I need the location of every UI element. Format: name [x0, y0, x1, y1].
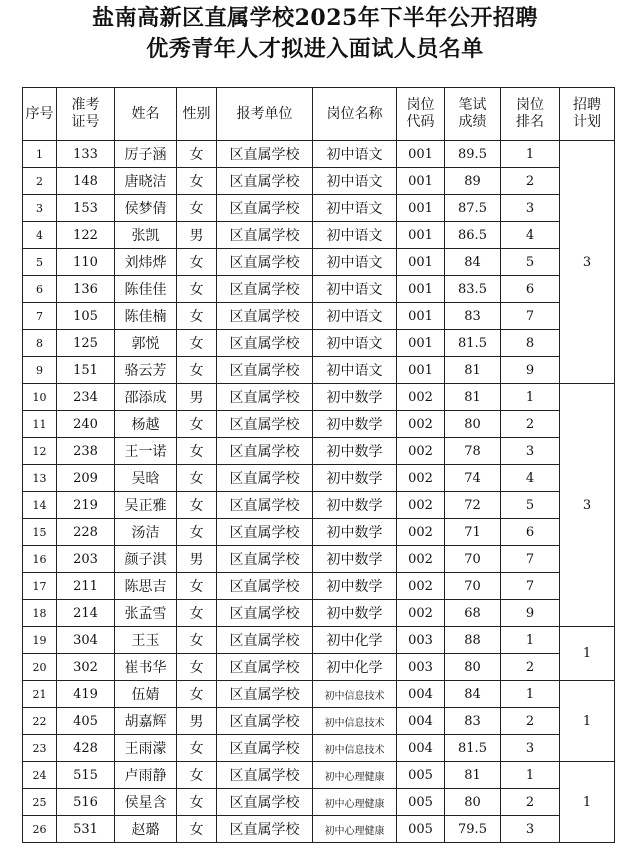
seq-cell: 20: [23, 654, 57, 681]
post-code-cell: 002: [397, 411, 445, 438]
post-code-cell: 001: [397, 249, 445, 276]
name-cell: 张凯: [115, 222, 177, 249]
name-cell: 厉子涵: [115, 141, 177, 168]
unit-cell: 区直属学校: [217, 168, 313, 195]
post-code-cell: 002: [397, 465, 445, 492]
table-row: [23, 330, 615, 357]
score-cell: 70: [445, 573, 501, 600]
name-cell: 吴正雅: [115, 492, 177, 519]
unit-cell: 区直属学校: [217, 600, 313, 627]
gender-cell: 女: [177, 168, 217, 195]
header-score: 笔试 成绩: [445, 88, 501, 141]
post-name-cell: 初中数学: [313, 492, 397, 519]
gender-cell: 女: [177, 357, 217, 384]
gender-cell: 女: [177, 141, 217, 168]
post-name-cell: 初中心理健康: [313, 789, 397, 816]
post-name-cell: 初中数学: [313, 411, 397, 438]
ticket-cell: 148: [57, 168, 115, 195]
post-name-cell: 初中化学: [313, 654, 397, 681]
table-row: [23, 195, 615, 222]
post-name-cell: 初中语文: [313, 195, 397, 222]
rank-cell: 8: [501, 330, 560, 357]
header-seq: 序号: [23, 88, 57, 141]
seq-cell: 15: [23, 519, 57, 546]
post-name-cell: 初中数学: [313, 438, 397, 465]
name-cell: 陈佳佳: [115, 276, 177, 303]
unit-cell: 区直属学校: [217, 222, 313, 249]
name-cell: 刘炜烨: [115, 249, 177, 276]
gender-cell: 女: [177, 627, 217, 654]
unit-cell: 区直属学校: [217, 492, 313, 519]
seq-cell: 19: [23, 627, 57, 654]
name-cell: 吴晗: [115, 465, 177, 492]
post-name-cell: 初中语文: [313, 357, 397, 384]
gender-cell: 女: [177, 330, 217, 357]
post-code-cell: 001: [397, 276, 445, 303]
name-cell: 王雨濛: [115, 735, 177, 762]
name-cell: 陈佳楠: [115, 303, 177, 330]
gender-cell: 男: [177, 708, 217, 735]
score-cell: 81: [445, 357, 501, 384]
table-row: [23, 303, 615, 330]
title-line-1: 盐南高新区直属学校2025年下半年公开招聘: [92, 5, 538, 31]
post-code-cell: 005: [397, 762, 445, 789]
post-name-cell: 初中信息技术: [313, 735, 397, 762]
seq-cell: 7: [23, 303, 57, 330]
ticket-cell: 515: [57, 762, 115, 789]
score-cell: 80: [445, 411, 501, 438]
post-name-cell: 初中数学: [313, 384, 397, 411]
rank-cell: 2: [501, 708, 560, 735]
rank-cell: 4: [501, 222, 560, 249]
plan-cell: 3: [560, 384, 615, 627]
gender-cell: 女: [177, 654, 217, 681]
ticket-cell: 125: [57, 330, 115, 357]
table-row: [23, 816, 615, 843]
score-cell: 81.5: [445, 735, 501, 762]
post-code-cell: 002: [397, 492, 445, 519]
table-row: [23, 573, 615, 600]
seq-cell: 21: [23, 681, 57, 708]
unit-cell: 区直属学校: [217, 573, 313, 600]
gender-cell: 女: [177, 249, 217, 276]
gender-cell: 女: [177, 411, 217, 438]
post-name-cell: 初中信息技术: [313, 708, 397, 735]
gender-cell: 女: [177, 276, 217, 303]
score-cell: 71: [445, 519, 501, 546]
ticket-cell: 405: [57, 708, 115, 735]
table-row: [23, 168, 615, 195]
score-cell: 80: [445, 654, 501, 681]
gender-cell: 女: [177, 492, 217, 519]
ticket-cell: 228: [57, 519, 115, 546]
seq-cell: 12: [23, 438, 57, 465]
table-row: [23, 762, 615, 789]
post-code-cell: 002: [397, 600, 445, 627]
rank-cell: 2: [501, 168, 560, 195]
post-code-cell: 002: [397, 519, 445, 546]
score-cell: 86.5: [445, 222, 501, 249]
gender-cell: 女: [177, 465, 217, 492]
score-cell: 78: [445, 438, 501, 465]
name-cell: 颜子淇: [115, 546, 177, 573]
score-cell: 88: [445, 627, 501, 654]
rank-cell: 4: [501, 465, 560, 492]
rank-cell: 2: [501, 654, 560, 681]
ticket-cell: 133: [57, 141, 115, 168]
score-cell: 83: [445, 303, 501, 330]
seq-cell: 18: [23, 600, 57, 627]
seq-cell: 11: [23, 411, 57, 438]
post-code-cell: 004: [397, 681, 445, 708]
seq-cell: 1: [23, 141, 57, 168]
post-code-cell: 001: [397, 357, 445, 384]
score-cell: 81: [445, 384, 501, 411]
post-code-cell: 001: [397, 330, 445, 357]
rank-cell: 9: [501, 357, 560, 384]
name-cell: 王一诺: [115, 438, 177, 465]
unit-cell: 区直属学校: [217, 708, 313, 735]
ticket-cell: 219: [57, 492, 115, 519]
unit-cell: 区直属学校: [217, 411, 313, 438]
ticket-cell: 151: [57, 357, 115, 384]
name-cell: 杨越: [115, 411, 177, 438]
gender-cell: 女: [177, 762, 217, 789]
seq-cell: 26: [23, 816, 57, 843]
unit-cell: 区直属学校: [217, 249, 313, 276]
rank-cell: 2: [501, 411, 560, 438]
ticket-cell: 531: [57, 816, 115, 843]
post-name-cell: 初中化学: [313, 627, 397, 654]
name-cell: 侯梦倩: [115, 195, 177, 222]
post-name-cell: 初中信息技术: [313, 681, 397, 708]
ticket-cell: 153: [57, 195, 115, 222]
table-row: [23, 681, 615, 708]
name-cell: 王玉: [115, 627, 177, 654]
post-name-cell: 初中心理健康: [313, 816, 397, 843]
ticket-cell: 209: [57, 465, 115, 492]
seq-cell: 13: [23, 465, 57, 492]
gender-cell: 女: [177, 735, 217, 762]
post-code-cell: 001: [397, 303, 445, 330]
rank-cell: 3: [501, 438, 560, 465]
name-cell: 侯星含: [115, 789, 177, 816]
seq-cell: 16: [23, 546, 57, 573]
post-name-cell: 初中语文: [313, 168, 397, 195]
post-code-cell: 002: [397, 546, 445, 573]
post-code-cell: 001: [397, 168, 445, 195]
ticket-cell: 419: [57, 681, 115, 708]
post-name-cell: 初中数学: [313, 465, 397, 492]
score-cell: 89: [445, 168, 501, 195]
post-code-cell: 002: [397, 384, 445, 411]
score-cell: 74: [445, 465, 501, 492]
unit-cell: 区直属学校: [217, 735, 313, 762]
score-cell: 84: [445, 249, 501, 276]
ticket-cell: 203: [57, 546, 115, 573]
gender-cell: 女: [177, 573, 217, 600]
gender-cell: 男: [177, 384, 217, 411]
post-code-cell: 004: [397, 708, 445, 735]
score-cell: 70: [445, 546, 501, 573]
rank-cell: 3: [501, 735, 560, 762]
gender-cell: 女: [177, 681, 217, 708]
header-post-code: 岗位 代码: [397, 88, 445, 141]
rank-cell: 1: [501, 681, 560, 708]
name-cell: 卢雨静: [115, 762, 177, 789]
post-code-cell: 002: [397, 573, 445, 600]
plan-cell: 1: [560, 627, 615, 681]
plan-cell: 3: [560, 141, 615, 384]
header-plan: 招聘 计划: [560, 88, 615, 141]
name-cell: 崔书华: [115, 654, 177, 681]
rank-cell: 1: [501, 762, 560, 789]
unit-cell: 区直属学校: [217, 519, 313, 546]
seq-cell: 4: [23, 222, 57, 249]
ticket-cell: 211: [57, 573, 115, 600]
post-name-cell: 初中语文: [313, 276, 397, 303]
ticket-cell: 238: [57, 438, 115, 465]
rank-cell: 3: [501, 816, 560, 843]
header-unit: 报考单位: [217, 88, 313, 141]
gender-cell: 女: [177, 600, 217, 627]
seq-cell: 5: [23, 249, 57, 276]
name-cell: 汤洁: [115, 519, 177, 546]
table-row: [23, 222, 615, 249]
rank-cell: 1: [501, 141, 560, 168]
ticket-cell: 302: [57, 654, 115, 681]
plan-cell: 1: [560, 681, 615, 762]
post-code-cell: 001: [397, 195, 445, 222]
score-cell: 68: [445, 600, 501, 627]
seq-cell: 6: [23, 276, 57, 303]
unit-cell: 区直属学校: [217, 276, 313, 303]
table-row: [23, 438, 615, 465]
rank-cell: 9: [501, 600, 560, 627]
rank-cell: 7: [501, 303, 560, 330]
name-cell: 张孟雪: [115, 600, 177, 627]
rank-cell: 1: [501, 627, 560, 654]
score-cell: 72: [445, 492, 501, 519]
unit-cell: 区直属学校: [217, 141, 313, 168]
post-name-cell: 初中数学: [313, 573, 397, 600]
seq-cell: 10: [23, 384, 57, 411]
post-name-cell: 初中语文: [313, 330, 397, 357]
seq-cell: 25: [23, 789, 57, 816]
seq-cell: 9: [23, 357, 57, 384]
unit-cell: 区直属学校: [217, 330, 313, 357]
score-cell: 83: [445, 708, 501, 735]
post-code-cell: 004: [397, 735, 445, 762]
title-line-2: 优秀青年人才拟进入面试人员名单: [146, 36, 484, 62]
unit-cell: 区直属学校: [217, 816, 313, 843]
ticket-cell: 110: [57, 249, 115, 276]
seq-cell: 24: [23, 762, 57, 789]
table-row: [23, 708, 615, 735]
post-name-cell: 初中数学: [313, 546, 397, 573]
name-cell: 骆云芳: [115, 357, 177, 384]
rank-cell: 7: [501, 573, 560, 600]
seq-cell: 8: [23, 330, 57, 357]
gender-cell: 男: [177, 546, 217, 573]
ticket-cell: 428: [57, 735, 115, 762]
score-cell: 83.5: [445, 276, 501, 303]
gender-cell: 女: [177, 195, 217, 222]
rank-cell: 7: [501, 546, 560, 573]
post-code-cell: 005: [397, 789, 445, 816]
unit-cell: 区直属学校: [217, 546, 313, 573]
post-code-cell: 003: [397, 654, 445, 681]
table-row: [23, 519, 615, 546]
seq-cell: 23: [23, 735, 57, 762]
table-row: [23, 492, 615, 519]
ticket-cell: 240: [57, 411, 115, 438]
unit-cell: 区直属学校: [217, 762, 313, 789]
score-cell: 80: [445, 789, 501, 816]
post-name-cell: 初中语文: [313, 141, 397, 168]
score-cell: 81: [445, 762, 501, 789]
post-name-cell: 初中语文: [313, 249, 397, 276]
gender-cell: 女: [177, 438, 217, 465]
header-gender: 性别: [177, 88, 217, 141]
unit-cell: 区直属学校: [217, 357, 313, 384]
header-post-name: 岗位名称: [313, 88, 397, 141]
post-code-cell: 001: [397, 222, 445, 249]
name-cell: 邵添成: [115, 384, 177, 411]
post-code-cell: 001: [397, 141, 445, 168]
score-cell: 89.5: [445, 141, 501, 168]
seq-cell: 14: [23, 492, 57, 519]
post-code-cell: 005: [397, 816, 445, 843]
ticket-cell: 234: [57, 384, 115, 411]
name-cell: 陈思吉: [115, 573, 177, 600]
seq-cell: 3: [23, 195, 57, 222]
table-header-row: [23, 88, 615, 141]
table-row: [23, 357, 615, 384]
table-row: [23, 735, 615, 762]
post-name-cell: 初中语文: [313, 222, 397, 249]
ticket-cell: 122: [57, 222, 115, 249]
header-name: 姓名: [115, 88, 177, 141]
post-name-cell: 初中心理健康: [313, 762, 397, 789]
table-row: [23, 600, 615, 627]
name-cell: 郭悦: [115, 330, 177, 357]
table-row: [23, 627, 615, 654]
document-title: [0, 0, 630, 65]
gender-cell: 女: [177, 816, 217, 843]
rank-cell: 6: [501, 519, 560, 546]
ticket-cell: 516: [57, 789, 115, 816]
unit-cell: 区直属学校: [217, 438, 313, 465]
score-cell: 87.5: [445, 195, 501, 222]
ticket-cell: 136: [57, 276, 115, 303]
header-rank: 岗位 排名: [501, 88, 560, 141]
ticket-cell: 304: [57, 627, 115, 654]
unit-cell: 区直属学校: [217, 303, 313, 330]
seq-cell: 22: [23, 708, 57, 735]
table-row: [23, 249, 615, 276]
seq-cell: 17: [23, 573, 57, 600]
plan-cell: 1: [560, 762, 615, 843]
score-cell: 81.5: [445, 330, 501, 357]
table-row: [23, 546, 615, 573]
header-ticket: 准考 证号: [57, 88, 115, 141]
gender-cell: 男: [177, 222, 217, 249]
table-row: [23, 276, 615, 303]
rank-cell: 3: [501, 195, 560, 222]
candidate-table: [22, 87, 615, 843]
table-row: [23, 789, 615, 816]
table-row: [23, 141, 615, 168]
unit-cell: 区直属学校: [217, 195, 313, 222]
rank-cell: 2: [501, 789, 560, 816]
post-name-cell: 初中数学: [313, 519, 397, 546]
table-row: [23, 384, 615, 411]
rank-cell: 5: [501, 492, 560, 519]
unit-cell: 区直属学校: [217, 465, 313, 492]
ticket-cell: 214: [57, 600, 115, 627]
gender-cell: 女: [177, 789, 217, 816]
unit-cell: 区直属学校: [217, 654, 313, 681]
post-name-cell: 初中数学: [313, 600, 397, 627]
seq-cell: 2: [23, 168, 57, 195]
rank-cell: 1: [501, 384, 560, 411]
gender-cell: 女: [177, 519, 217, 546]
score-cell: 79.5: [445, 816, 501, 843]
rank-cell: 6: [501, 276, 560, 303]
name-cell: 赵璐: [115, 816, 177, 843]
unit-cell: 区直属学校: [217, 789, 313, 816]
unit-cell: 区直属学校: [217, 627, 313, 654]
unit-cell: 区直属学校: [217, 681, 313, 708]
name-cell: 胡嘉辉: [115, 708, 177, 735]
name-cell: 唐晓洁: [115, 168, 177, 195]
table-row: [23, 411, 615, 438]
score-cell: 84: [445, 681, 501, 708]
ticket-cell: 105: [57, 303, 115, 330]
name-cell: 伍婧: [115, 681, 177, 708]
post-code-cell: 002: [397, 438, 445, 465]
post-code-cell: 003: [397, 627, 445, 654]
gender-cell: 女: [177, 303, 217, 330]
table-row: [23, 654, 615, 681]
unit-cell: 区直属学校: [217, 384, 313, 411]
table-row: [23, 465, 615, 492]
rank-cell: 5: [501, 249, 560, 276]
post-name-cell: 初中语文: [313, 303, 397, 330]
